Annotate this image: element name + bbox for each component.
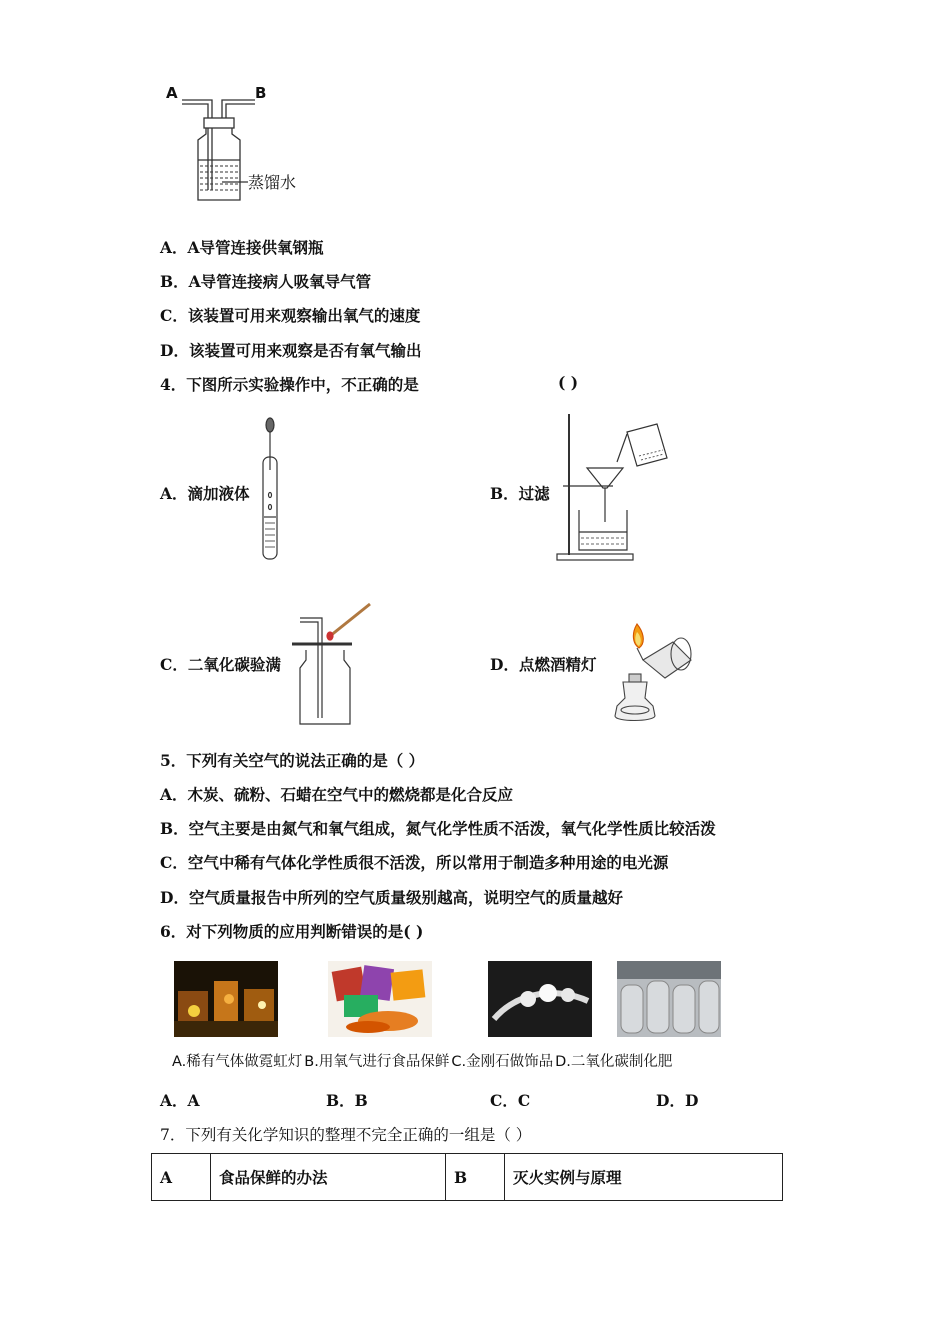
q4-option-c: C．二氧化碳验满 <box>160 655 281 674</box>
gas-washing-bottle-figure <box>160 82 320 207</box>
neon-lights-photo <box>174 961 278 1037</box>
q4-option-a: A．滴加液体 <box>160 484 250 503</box>
q7-table <box>151 1153 783 1201</box>
filtration-figure <box>555 410 675 565</box>
caption-b: B.用氧气进行食品保鲜 <box>304 1054 450 1070</box>
q6-stem: 6．对下列物质的应用判断错误的是( ) <box>160 922 424 941</box>
q5-option-a: A．木炭、硫粉、石蜡在空气中的燃烧都是化合反应 <box>160 785 514 804</box>
co2-test-figure <box>290 600 380 725</box>
table-cell-food: 食品保鲜的办法 <box>211 1154 446 1201</box>
food-packaging-photo <box>328 961 432 1037</box>
q3-option-d: D．该装置可用来观察是否有氧气输出 <box>160 341 422 360</box>
q5-option-d: D．空气质量报告中所列的空气质量级别越高，说明空气的质量越好 <box>160 888 623 907</box>
caption-a: A.稀有气体做霓虹灯 <box>172 1054 303 1070</box>
fertilizer-factory-photo <box>617 961 721 1037</box>
q6-option-a: A．A <box>160 1091 200 1110</box>
q4-option-d: D．点燃酒精灯 <box>490 655 597 674</box>
diamond-ring-photo <box>488 961 592 1037</box>
q4-option-b: B．过滤 <box>490 484 550 503</box>
table-cell-a: A <box>152 1154 211 1201</box>
table-row <box>152 1154 783 1201</box>
q6-captions <box>172 1050 674 1071</box>
tube-label-a: A <box>166 84 178 102</box>
dropper-testtube-figure <box>255 415 285 565</box>
table-cell-b: B <box>446 1154 505 1201</box>
q7-stem: 7．下列有关化学知识的整理不完全正确的一组是（ ） <box>160 1126 532 1144</box>
table-cell-fire: 灭火实例与原理 <box>505 1154 783 1201</box>
q5-option-c: C．空气中稀有气体化学性质很不活泼，所以常用于制造多种用途的电光源 <box>160 853 669 872</box>
q6-option-b: B．B <box>326 1091 368 1110</box>
q6-option-c: C．C <box>490 1091 531 1110</box>
q6-option-d: D．D <box>656 1091 699 1110</box>
caption-c: C.金刚石做饰品 <box>451 1054 554 1070</box>
water-label: 蒸馏水 <box>248 173 297 192</box>
q3-option-c: C．该装置可用来观察输出氧气的速度 <box>160 306 421 325</box>
tube-label-b: B <box>255 84 267 102</box>
q5-stem: 5．下列有关空气的说法正确的是（ ） <box>160 751 425 770</box>
q4-stem: 4．下图所示实验操作中，不正确的是 <box>160 375 419 394</box>
q3-option-a: A．A导管连接供氧钢瓶 <box>160 238 324 257</box>
alcohol-lamp-figure <box>603 620 703 725</box>
caption-d: D.二氧化碳制化肥 <box>555 1054 673 1070</box>
q5-option-b: B．空气主要是由氮气和氧气组成，氮气化学性质不活泼，氧气化学性质比较活泼 <box>160 819 716 838</box>
q3-option-b: B．A导管连接病人吸氧导气管 <box>160 272 372 291</box>
q4-paren: ( ) <box>558 373 579 392</box>
